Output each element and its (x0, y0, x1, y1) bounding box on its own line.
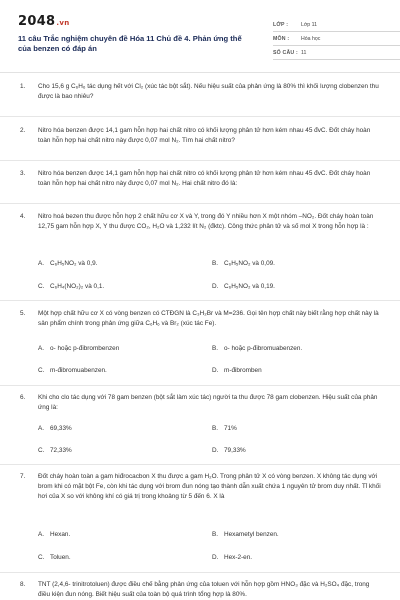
question-text: Nitro hóa benzen được 14,1 gam hỗn hợp hai chất nitro có khối lượng phân tử hơn kém nhau 45 đvC. Đốt cháy hoàn toàn hỗn hợp hai chất nitro này được 0,07 mol N₂. Tìm hai chất nitro? (38, 127, 371, 144)
option-key: D. (212, 283, 219, 290)
option-key: C. (38, 554, 45, 561)
option-text: 72,33% (50, 447, 72, 454)
question-number: 2. (20, 127, 26, 134)
page-header (18, 14, 384, 58)
option-text: C₆H₄(NO₂)₂ và 0,1. (50, 283, 105, 290)
question-divider (0, 464, 400, 465)
option-text: C₆H₅NO₂ và 0,19. (224, 283, 275, 290)
option-a[interactable] (38, 530, 70, 540)
meta-row-subject (273, 32, 400, 46)
meta-row-class (273, 18, 400, 32)
option-key: A. (38, 260, 45, 267)
option-key: A. (38, 531, 45, 538)
option-a[interactable] (38, 259, 97, 269)
option-text: m-đibromben (224, 367, 262, 374)
option-b[interactable] (212, 344, 302, 354)
option-key: D. (212, 447, 219, 454)
question-text: Nitro hoá bezen thu được hỗn hợp 2 chất hữu cơ X và Y, trong đó Y nhiều hơn X một nhóm –NO₂. Đốt cháy hoàn toàn 12,75 gam hỗn hợp X, Y thu được CO₂, H₂O và 1,232 lít N₂ (đktc). Công thức phân tử và số mol X trong hỗn hợp là : (38, 213, 374, 230)
header-divider (0, 72, 400, 73)
question-divider (0, 300, 400, 301)
option-key: D. (212, 554, 219, 561)
question-number: 4. (20, 213, 26, 220)
question-divider (0, 203, 400, 204)
question-number: 3. (20, 170, 26, 177)
option-d[interactable] (212, 446, 246, 456)
option-text: o- hoặc p-đibromuabenzen. (224, 345, 303, 352)
option-key: A. (38, 345, 45, 352)
meta-value: 11 (301, 50, 307, 56)
meta-label: MÔN : (273, 36, 290, 42)
option-key: B. (212, 345, 219, 352)
option-text: m-đibromuabenzen. (50, 367, 107, 374)
option-c[interactable] (38, 446, 72, 456)
site-logo[interactable] (18, 14, 70, 29)
question-number: 1. (20, 83, 26, 90)
option-key: B. (212, 425, 219, 432)
option-text: o- hoặc p-đibrombenzen (50, 345, 120, 352)
option-a[interactable] (38, 344, 119, 354)
option-d[interactable] (212, 366, 262, 376)
page-title: 11 câu Trắc nghiệm chuyên đề Hóa 11 Chủ đề 4. Phản ứng thế của benzen có đáp án (18, 34, 242, 53)
question-number: 8. (20, 581, 26, 588)
question-number: 6. (20, 394, 26, 401)
option-c[interactable] (38, 553, 71, 563)
logo-text: 2048 (18, 14, 56, 29)
question-divider (0, 572, 400, 573)
option-text: Hex-2-en. (224, 554, 253, 561)
option-text: 71% (224, 425, 237, 432)
option-text: C₆H₅NO₂ và 0,9. (50, 260, 98, 267)
option-b[interactable] (212, 259, 275, 269)
option-b[interactable] (212, 424, 237, 434)
question-text: Khi cho clo tác dụng với 78 gam benzen (bột sắt làm xúc tác) người ta thu được 78 gam clobenzen. Hiệu suất của phản ứng là: (38, 394, 378, 411)
option-d[interactable] (212, 282, 275, 292)
question-text: TNT (2,4,6- trinitrotoluen) được điều chế bằng phản ứng của toluen với hỗn hợp gồm HNO₃ đặc và H₂SO₄ đặc, trong điều kiện đun nóng. Biết hiệu suất của toàn bộ quá trình tổng hợp là 80%. (38, 581, 370, 598)
question-number: 5. (20, 310, 26, 317)
logo-suffix: .vn (56, 19, 70, 27)
option-d[interactable] (212, 553, 252, 563)
question-number: 7. (20, 473, 26, 480)
option-b[interactable] (212, 530, 279, 540)
option-key: C. (38, 283, 45, 290)
option-key: D. (212, 367, 219, 374)
question-text: Nitro hóa benzen được 14,1 gam hỗn hợp hai chất nitro có khối lượng phân tử hơn kém nhau 45 đvC. Đốt cháy hoàn toàn hỗn hợp hai chất nitro này được 0,07 mol N₂. Hai chất nitro đó là: (38, 170, 371, 187)
question-divider (0, 385, 400, 386)
option-text: C₆H₅NO₂ và 0,09. (224, 260, 275, 267)
question-text: Cho 15,6 g C₆H₆ tác dụng hết với Cl₂ (xúc tác bột sắt). Nếu hiệu suất của phản ứng là 80% thì khối lượng clobenzen thu được là bao nhiêu? (38, 83, 379, 100)
option-key: C. (38, 447, 45, 454)
question-divider (0, 116, 400, 117)
meta-label: SỐ CÂU : (273, 50, 298, 56)
meta-value: Hóa học (301, 36, 321, 42)
option-text: Hexan. (50, 531, 71, 538)
option-a[interactable] (38, 424, 72, 434)
meta-label: LỚP : (273, 22, 289, 28)
option-c[interactable] (38, 366, 107, 376)
option-text: 69,33% (50, 425, 72, 432)
option-text: Toluen. (50, 554, 71, 561)
option-key: B. (212, 260, 219, 267)
option-c[interactable] (38, 282, 104, 292)
option-text: 79,33% (224, 447, 246, 454)
option-key: A. (38, 425, 45, 432)
question-divider (0, 160, 400, 161)
meta-row-count (273, 46, 400, 60)
option-key: C. (38, 367, 45, 374)
option-text: Hexametyl benzen. (224, 531, 279, 538)
meta-table (273, 18, 400, 60)
option-key: B. (212, 531, 219, 538)
question-text: Một hợp chất hữu cơ X có vòng benzen có CTĐGN là C₃H₂Br và M=236. Gọi tên hợp chất này biết rằng hợp chất này là sản phẩm chính trong phản ứng giữa C₆H₆ và Br₂ (xúc tác Fe). (38, 310, 379, 327)
meta-value: Lớp 11 (301, 22, 317, 28)
question-text: Đốt cháy hoàn toàn a gam hiđrocacbon X thu được a gam H₂O. Trong phân tử X có vòng benzen. X không tác dụng với brom khi có mặt bột Fe, còn khi tác dụng với brom đun nóng tạo thành dẫn xuất chứa 1 nguyên tử brom duy nhất. Tỉ khối hơi của X so với không khí có giá trị trong khoảng từ 5 đến 6. X là (38, 473, 381, 500)
